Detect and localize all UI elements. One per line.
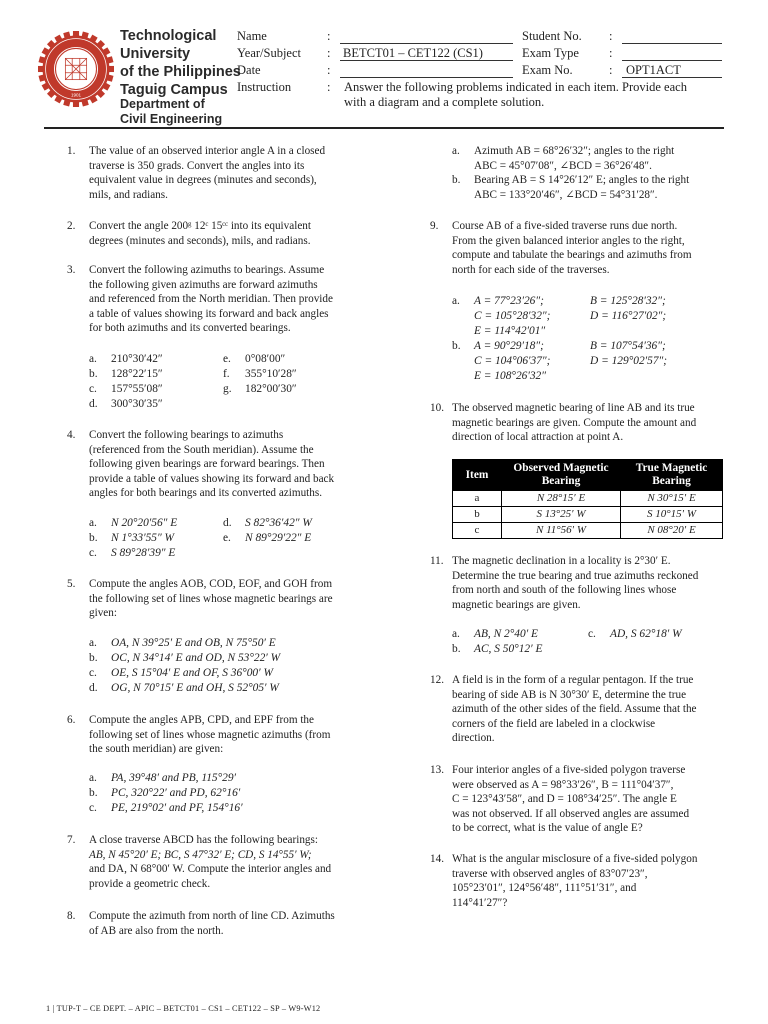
question-line: were observed as A = 98°33′26″, B = 111°04′37″, [452,778,674,791]
option-value: B = 107°54′36″; [590,340,666,352]
colon: : [609,29,613,43]
question-line: from north and south of the following lines whose [452,584,677,597]
question-number: 7. [67,834,76,846]
question-line: magnetic bearings are given. Compute the amount and [452,416,697,429]
question-line: 105°23′01″, 124°56′48″, 111°51′31″, and [452,882,637,895]
exam-type-field-line[interactable] [622,60,722,61]
option-value: B = 125°28′32″; [590,295,666,307]
option-value: AC, S 50°12′ E [474,643,543,655]
year-subject-field-line [340,60,513,61]
option-value: A = 77°23′26″; [474,295,544,307]
institution-line-2: University [120,46,191,62]
year-subject-label: Year/Subject [237,46,302,60]
colon: : [327,46,331,60]
table-cell: N 30°15′ E [621,491,723,507]
q4-options-right [223,516,312,546]
question-number: 5. [67,578,76,590]
option-value: C = 104°06′37″; [474,355,551,367]
option-letter: d. [89,398,98,410]
question-line: for both azimuths and its converted bearings. [89,322,291,335]
option-value: 0°08′00″ [245,353,286,365]
name-field-line[interactable] [340,43,513,44]
option-value: 182°00′30″ [245,383,297,395]
option-letter: e. [223,353,231,365]
option-value: ABC = 45°07′08″, ∠BCD = 36°26′48″. [474,159,652,172]
option-letter: b. [452,340,461,352]
student-no-label: Student No. [522,29,582,43]
question-line: north for each side of the traverses. [452,263,610,276]
option-value: N 1°33′55″ W [111,532,175,544]
question-line: magnetic bearings are given. [452,598,581,611]
option-value: AB, N 2°40′ E [474,628,538,640]
table-cell: S 13°25′ W [502,507,621,523]
question-line: the following given azimuths are forward azimuths [89,278,318,291]
question-number: 13. [430,764,444,776]
question-line: C = 123°43′58″, and D = 108°34′25″. The angle E [452,793,677,806]
table-cell: b [453,507,502,523]
question-line: The value of an observed interior angle A in a closed [89,145,326,157]
option-value: OG, N 70°15′ E and OH, S 52°05′ W [111,682,279,694]
question-line: following set of lines whose magnetic azimuths (from [89,728,331,741]
question-line: traverse with observed angles of 83°07′23″, [452,867,648,880]
question-line: provide a geometric check. [89,877,211,890]
question-line: was not observed. If all observed angles are assumed [452,807,690,820]
option-value: OC, N 34°14′ E and OD, N 53°22′ W [111,652,281,664]
q11-options [452,627,682,657]
option-letter: a. [452,628,460,640]
question-line: provide a table of values showing its forward and back [89,472,335,485]
option-value: 355°10′28″ [245,368,297,380]
option-letter: a. [89,637,97,649]
university-seal-logo [38,31,114,107]
question-line: Convert the following azimuths to bearings. Assume [89,264,325,276]
date-field-line[interactable] [340,77,513,78]
question-number: 6. [67,714,76,726]
option-letter: c. [89,547,97,559]
colon: : [609,63,613,77]
option-letter: b. [89,368,98,380]
question-line: compute and tabulate the bearings and azimuths from [452,249,692,262]
question-number: 14. [430,853,444,865]
department-line-2: Civil Engineering [120,112,223,126]
question-line: and referenced from the North meridian. Then provide [89,293,333,306]
question-line: Course AB of a five-sided traverse runs due north. [452,220,678,232]
option-letter: c. [588,628,596,640]
option-value: OE, S 15°04′ E and OF, S 36°00′ W [111,667,273,679]
option-letter: b. [89,652,98,664]
option-value: PE, 219°02′ and PF, 154°16′ [111,802,243,814]
question-7 [67,833,361,891]
exam-no-field-line [622,77,722,78]
question-line: the south meridian) are given: [89,743,224,756]
svg-text:1901: 1901 [70,92,82,98]
option-letter: c. [89,667,97,679]
page-footer: 1 | TUP-T – CE DEPT. – APIC – BETCT01 – CS1 – CET122 – SP – W9-W12 [46,1004,321,1013]
question-number: 2. [67,220,76,232]
table-row [453,523,723,539]
question-line: angles for both bearings and its converted azimuths. [89,487,323,500]
question-line: Determine the true bearing and true azimuths reckoned [452,569,699,582]
question-14 [430,852,723,910]
student-no-field-line[interactable] [622,43,722,44]
date-label: Date [237,63,261,77]
option-value: E = 114°42′01″ [474,325,546,337]
question-4 [67,428,361,501]
option-letter: d. [223,517,232,529]
table-cell: N 28°15′ E [502,491,621,507]
question-number: 8. [67,910,76,922]
table-header: Item [453,460,502,491]
question-number: 10. [430,402,444,414]
exam-no-value: OPT1ACT [626,63,681,77]
colon: : [327,80,331,94]
question-line: the following set of lines whose magnetic bearings are [89,592,333,605]
question-line: AB, N 45°20′ E; BC, S 47°32′ E; CD, S 14°55′ W; [89,848,312,861]
question-line: direction of local attraction at point A. [452,431,624,444]
option-letter: d. [89,682,98,694]
option-value: ABC = 133°20′46″, ∠BCD = 54°31′28″. [474,188,658,201]
header-divider [44,127,724,129]
option-value: S 82°36′42″ W [245,517,312,529]
option-letter: b. [452,643,461,655]
question-line: Compute the angles AOB, COD, EOF, and GOH from [89,578,333,590]
institution-line-3: of the Philippines [120,64,241,80]
question-line: a table of values showing its forward and back angles [89,307,329,320]
option-value: PA, 39°48′ and PB, 115°29′ [111,772,237,784]
question-line: (referenced from the South meridian). Assume the [89,443,314,456]
question-line: to be correct, what is the value of angle E? [452,822,643,835]
question-line: From the given balanced interior angles to the right, [452,234,685,247]
option-value: Azimuth AB = 68°26′32″; angles to the right [474,145,675,157]
option-value: N 20°20′56″ E [111,517,178,529]
table-row [453,507,723,523]
option-value: N 89°29′22″ E [245,532,312,544]
option-letter: b. [89,532,98,544]
table-header-row [453,460,723,491]
instruction-line-2: with a diagram and a complete solution. [344,95,545,109]
colon: : [327,63,331,77]
question-3 [67,263,361,336]
question-9 [430,219,723,277]
colon: : [609,46,613,60]
q9-options [452,294,667,384]
question-5 [67,577,361,621]
year-subject-value: BETCT01 – CET122 (CS1) [343,46,483,60]
question-2 [67,219,361,248]
question-10 [430,401,723,445]
table-cell: S 10°15′ W [621,507,723,523]
option-value: AD, S 62°18′ W [610,628,682,640]
option-value: OA, N 39°25′ E and OB, N 75°50′ E [111,637,276,649]
question-number: 9. [430,220,439,232]
question-line: mils, and radians. [89,188,168,201]
question-line: traverse is 350 grads. Convert the angles into its [89,159,305,172]
question-line: bearing of side AB is N 30°30′ E, determine the true [452,688,687,701]
option-value: 157°55′08″ [111,383,163,395]
question-line: 114°41′27″? [452,896,508,909]
option-letter: a. [89,517,97,529]
option-value: C = 105°28′32″; [474,310,551,322]
option-letter: e. [223,532,231,544]
option-letter: b. [452,174,461,187]
question-line: degrees (minutes and seconds), mils, and radians. [89,234,311,247]
option-value: 128°22′15″ [111,368,163,380]
table-header: Observed Magnetic Bearing [502,460,621,491]
option-value: D = 116°27′02″; [590,310,667,322]
option-letter: c. [89,383,97,395]
question-line: The magnetic declination in a locality is 2°30′ E. [452,555,671,567]
question-number: 11. [430,555,444,567]
question-line: azimuth of the other sides of the field. Assume that the [452,703,697,716]
question-line: What is the angular misclosure of a five-sided polygon [452,853,698,865]
option-value: Bearing AB = S 14°26′12″ E; angles to the right [474,174,690,187]
option-value: A = 90°29′18″; [474,340,544,352]
table-cell: a [453,491,502,507]
colon: : [327,29,331,43]
option-letter: b. [89,787,98,799]
question-line: A field is in the form of a regular pentagon. If the true [452,674,694,686]
institution-line-1: Technological [120,28,217,44]
q3-options-right [223,352,297,397]
option-letter: a. [452,145,460,157]
question-line: Compute the azimuth from north of line CD. Azimuths [89,910,335,922]
option-letter: c. [89,802,97,814]
institution-line-4: Taguig Campus [120,82,228,98]
name-label: Name [237,29,267,43]
question-line: Compute the angles APB, CPD, and EPF from the [89,714,314,726]
question-line: A close traverse ABCD has the following bearings: [89,834,318,846]
department-line-1: Department of [120,97,205,111]
question-line: Convert the angle 200ᵍ 12ᶜ 15ᶜᶜ into its equivalent [89,220,311,232]
exam-no-label: Exam No. [522,63,573,77]
question-13 [430,763,723,836]
question-line: following given bearings are forward bearings. Then [89,458,325,471]
instruction-label: Instruction [237,80,292,94]
q4-options-left [89,516,177,561]
option-letter: a. [452,295,460,307]
question-11 [430,554,723,612]
question-6 [67,713,361,757]
question-number: 1. [67,145,76,157]
table-header: True Magnetic Bearing [621,460,723,491]
q6-options [89,771,243,816]
q5-options [89,636,280,696]
question-line: given: [89,607,117,620]
table-cell: N 11°56′ W [502,523,621,539]
question-12 [430,673,723,746]
option-letter: f. [223,368,230,380]
question-line: equivalent value in degrees (minutes and seconds), [89,174,317,187]
question-line: and DA, N 68°00′ W. Compute the interior angles and [89,863,332,876]
option-letter: a. [89,353,97,365]
question-line: direction. [452,732,495,745]
option-value: E = 108°26′32″ [474,370,546,382]
table-cell: c [453,523,502,539]
question-8 [67,909,361,938]
local-attraction-table [452,459,723,539]
option-value: 210°30′42″ [111,353,163,365]
question-number: 12. [430,674,444,686]
question-line: Four interior angles of a five-sided polygon traverse [452,764,686,776]
question-line: of AB are also from the north. [89,924,224,937]
question-line: The observed magnetic bearing of line AB and its true [452,402,695,414]
question-number: 4. [67,429,76,441]
instruction-line-1: Answer the following problems indicated in each item. Provide each [344,80,687,94]
option-value: 300°30′35″ [111,398,163,410]
option-value: S 89°28′39″ E [111,547,176,559]
table-cell: N 08°20′ E [621,523,723,539]
q8-options [452,144,689,202]
question-line: corners of the field are labeled in a clockwise [452,717,656,730]
question-1 [67,144,361,202]
option-value: PC, 320°22′ and PD, 62°16′ [111,787,241,799]
table-row [453,491,723,507]
option-letter: g. [223,383,232,395]
option-value: D = 129°02′57″; [590,355,668,367]
question-line: Convert the following bearings to azimuths [89,429,284,441]
q3-options-left [89,352,163,412]
exam-type-label: Exam Type [522,46,579,60]
option-letter: a. [89,772,97,784]
question-number: 3. [67,264,76,276]
